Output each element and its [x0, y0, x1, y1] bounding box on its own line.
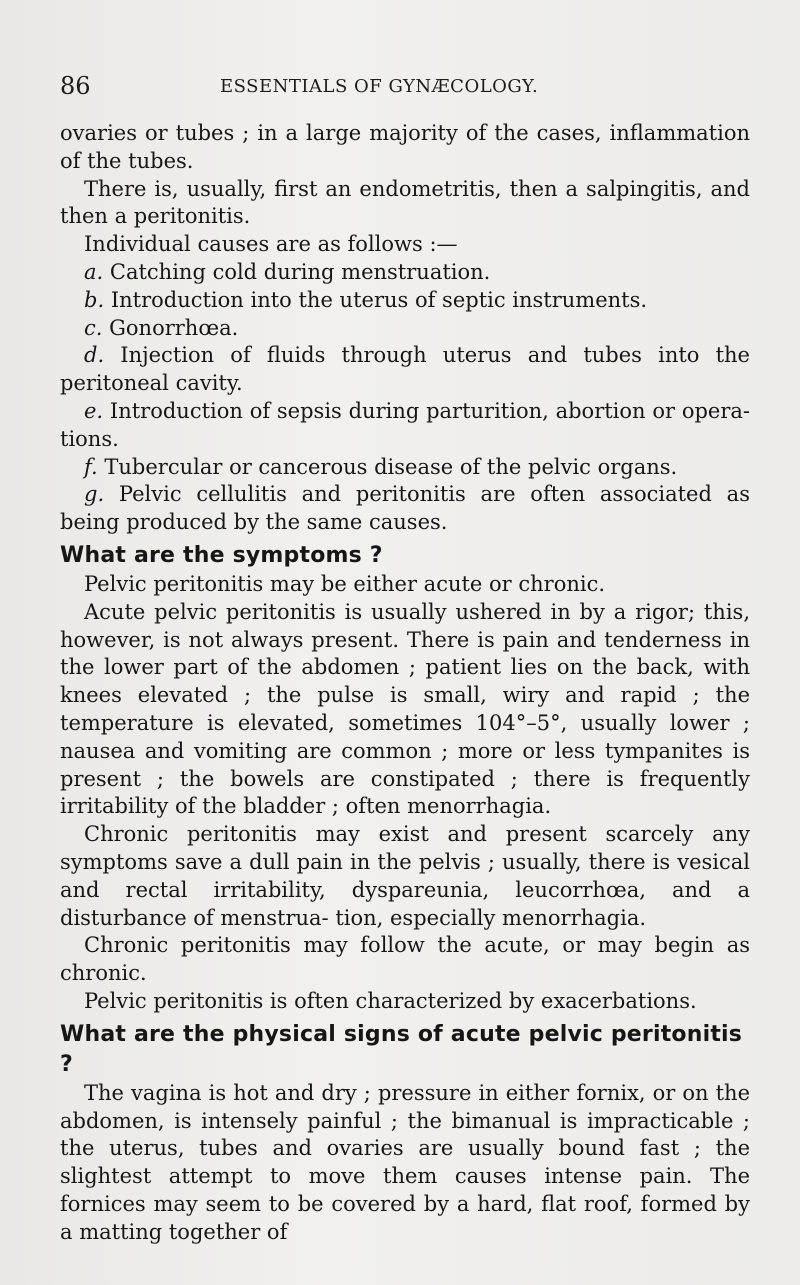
symptoms-paragraph: Acute pelvic peritonitis is usually ushered in by a rigor; this, however, is not always present. There is pain and tenderness in the lower part of the abdomen ; patient lies on the back, with knees elevated ; the pulse is small, wiry and rapid ; the temperature is elevated, sometimes 104°–5°, usually lower ; nausea and vomiting are common ; more or less tympanites is present ; the bowels are constipated ; there is frequently irritability of the bladder ; often menorrhagia.	[60, 599, 750, 819]
list-letter: d.	[84, 343, 105, 368]
list-text: Catching cold during menstruation.	[109, 259, 491, 284]
list-item	[60, 315, 750, 343]
symptoms-paragraph: Pelvic peritonitis is often characterized by exacerbations.	[84, 988, 697, 1013]
list-letter: a.	[84, 259, 104, 284]
paragraph-sequence: There is, usually, first an endometritis, then a salpingitis, and then a peritonitis.	[60, 176, 750, 229]
symptoms-paragraph: Chronic peritonitis may follow the acute, or may begin as chronic.	[60, 933, 750, 986]
list-letter: b.	[84, 287, 105, 312]
list-text: Introduction of sepsis during parturition, abortion or opera- tions.	[60, 398, 750, 451]
list-item	[60, 398, 750, 454]
page-number: 86	[60, 72, 91, 100]
list-text: Tubercular or cancerous disease of the pelvic organs.	[104, 454, 678, 479]
symptoms-paragraph: Chronic peritonitis may exist and present scarcely any symptoms save a dull pain in the pelvis ; usually, there is vesical and rectal irritability, dyspareunia, leucorrhœa, and a disturbance of menstrua- tion, especially menorrhagia.	[60, 822, 750, 930]
list-letter: g.	[84, 482, 105, 507]
paragraph-continued: ovaries or tubes ; in a large majority of the cases, inflammation of the tubes.	[60, 121, 750, 173]
list-letter: c.	[84, 315, 103, 340]
causes-intro: Individual causes are as follows :—	[84, 232, 458, 257]
list-text: Pelvic cellulitis and peritonitis are often associated as being produced by the same causes.	[60, 482, 750, 535]
running-head: ESSENTIALS OF GYNÆCOLOGY.	[220, 76, 539, 97]
list-item	[60, 454, 750, 482]
list-letter: f.	[84, 454, 98, 479]
list-item	[60, 259, 750, 287]
section-heading-signs: What are the physical signs of acute pelvic peritonitis ?	[60, 1021, 743, 1077]
list-item	[60, 287, 750, 315]
section-heading-symptoms: What are the symptoms ?	[60, 542, 383, 568]
body-text	[60, 120, 750, 1246]
list-text: Introduction into the uterus of septic instruments.	[110, 287, 648, 312]
list-item	[60, 342, 750, 398]
signs-paragraph: The vagina is hot and dry ; pressure in either fornix, or on the abdomen, is intensely painful ; the bimanual is impracticable ; the uterus, tubes and ovaries are usually bound fast ; the slightest attempt to move them causes intense pain. The fornices may seem to be covered by a hard, flat roof, formed by a matting together of	[60, 1080, 750, 1244]
page-header	[60, 72, 740, 102]
list-letter: e.	[84, 398, 104, 423]
symptoms-paragraph: Pelvic peritonitis may be either acute or chronic.	[84, 571, 606, 596]
list-text: Injection of fluids through uterus and tubes into the peritoneal cavity.	[60, 343, 750, 396]
causes-list	[60, 259, 750, 537]
list-text: Gonorrhœa.	[109, 315, 239, 340]
list-item	[60, 481, 750, 537]
